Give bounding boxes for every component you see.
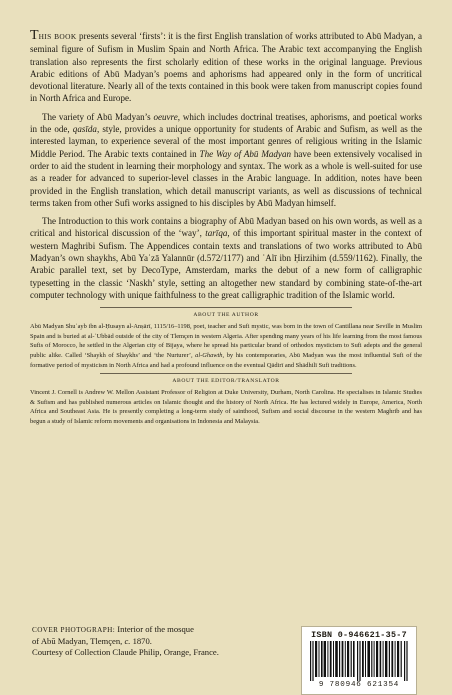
about-editor-section [30, 388, 422, 426]
italic-term: qasīda [72, 124, 97, 135]
caption-line-3: Courtesy of Collection Claude Philip, Orange, France. [32, 647, 219, 657]
caption-line-2 [32, 636, 272, 647]
text-run: The variety of Abū Madyan’s [42, 111, 154, 122]
text-run: , which includes doctrinal treatises, aphorisms, and poetical works in the ode, [30, 111, 422, 135]
italic-term: tarīqa [205, 228, 228, 239]
divider [100, 373, 352, 374]
caption-label: COVER PHOTOGRAPH: [32, 626, 116, 634]
main-blurb [30, 30, 422, 301]
text-run: of Abū Madyan, Tlemçen, [32, 636, 125, 646]
book-title: The Way of Abū Madyan [199, 148, 291, 159]
drop-cap: T [30, 28, 39, 43]
text-run: 1870. [130, 636, 152, 646]
about-author-heading: ABOUT THE AUTHOR [193, 312, 259, 319]
about-author-section [30, 322, 422, 370]
barcode-digits: 9 780946 621354 [318, 681, 400, 689]
about-editor-heading: ABOUT THE EDITOR/TRANSLATOR [172, 378, 280, 385]
caption-line-1 [32, 624, 272, 636]
paragraph-text: presents several ‘firsts’: it is the first English translation of works attributed to Abū Madyan, a seminal figure of Sufism in Muslim Spain and North Africa. The Arabic text accompanying the English translation also represents the first scholarly edition of these works in the original language. Previous Arabic editions of Abū Madyan’s poems and aphorisms had appeared only in the form of uncritical devotional literature. Nearly all of the texts contained in this book were taken from manuscript copies found in North Africa and Europe. [30, 31, 422, 104]
blurb-paragraph-3 [30, 215, 422, 301]
isbn-label: ISBN 0-946621-35-7 [311, 630, 407, 640]
italic-term: c. [124, 636, 131, 646]
text-run: , style, provides a unique opportunity for students of Arabic and Sufism, as well as the interested layman, to experience several of the most important genres of religious writing in the Islamic Middle Period. The Arabic texts contained in [30, 124, 422, 159]
text-run: Interior of the mosque [115, 624, 194, 634]
text-run: have been extensively vocalised in order to aid the student in learning their morphology and syntax. The work as a whole is well-suited for use as a reader for advanced to superior-level classes in the Arabic language. In addition, notes have been provided in the English translation, which detail manuscript variants, as well as discussions of technical terms taken from other Sufi works assigned to his disciples by Abū Madyan himself. [30, 148, 422, 208]
text-run: Abū Madyan Shuʿayb ibn al-Ḥusayn al-Anṣārī, 1115/16–1198, poet, teacher and Sufi mystic, was born in the town of Cantillana near Seville in Muslim Spain and is buried at al-ʿUbbād outside of the city of Tlemçen in western Algeria. After spending many years of his life learning from the most famous Sufis of Morocco, he settled in the Algerian city of Bijaya, where he spread his particular brand of orthodox mysticism to Sufi adepts and the general public alike. Called ‘Shaykh of Shaykhs’ and ‘the Nurturer’, [30, 323, 422, 360]
about-editor-text: Vincent J. Cornell is Andrew W. Mellon Assistant Professor of Religion at Duke University, Durham, North Carolina. He specialises in Islamic Studies & Sufism and has published numerous articles on Islamic thought and the history of North Africa. He has lectured widely in Europe, America, North Africa and Southeast Asia. He is presently completing a long-term study of sainthood, Sufism and social discourse in the western Maghrib and has begun a study of Islamic reform movements and organisations in Indonesia and Malaysia. [30, 389, 422, 425]
back-cover-text [30, 28, 422, 689]
blurb-paragraph-2 [30, 111, 422, 209]
text-run: , by his contemporaries, Abū Madyan was the most influential Sufi of the formative period of mysticism in North Africa and had a profound influence on the eventual Qādirī and Shādhilī Sufi traditions. [30, 352, 422, 369]
text-run: , of this important spiritual master in the context of western Maghribi Sufism. The Appendices contain texts and translations of two works attributed to Abū Madyan’s own shaykhs, Abū Yaʿzā Yalannūr (d.572/1177) and ʿAlī ibn Ḥirzihim (d.559/1162). Finally, the Arabic parallel text, set by DecoType, Amsterdam, marks the debut of a new form of calligraphic typesetting in the classic ‘Naskh’ style, setting an altogether new standard by combining state-of-the-art computer technology with unique faithfulness to the great calligraphic tradition of the Islamic world. [30, 228, 422, 300]
italic-term: oeuvre [153, 111, 178, 122]
barcode-icon [308, 641, 410, 681]
isbn-barcode-box [301, 626, 417, 695]
about-author-text [30, 322, 422, 370]
italic-term: al-Ghawth [195, 352, 223, 360]
blurb-paragraph-1 [30, 30, 422, 105]
lead-in: HIS BOOK [38, 32, 77, 41]
bottom-section [30, 624, 422, 694]
divider [100, 307, 352, 308]
cover-photo-caption [32, 624, 272, 658]
text-run: The Introduction to this work contains a biography of Abū Madyan based on his own words, as well as a critical and historical discussion of the ‘way’, [30, 216, 422, 239]
